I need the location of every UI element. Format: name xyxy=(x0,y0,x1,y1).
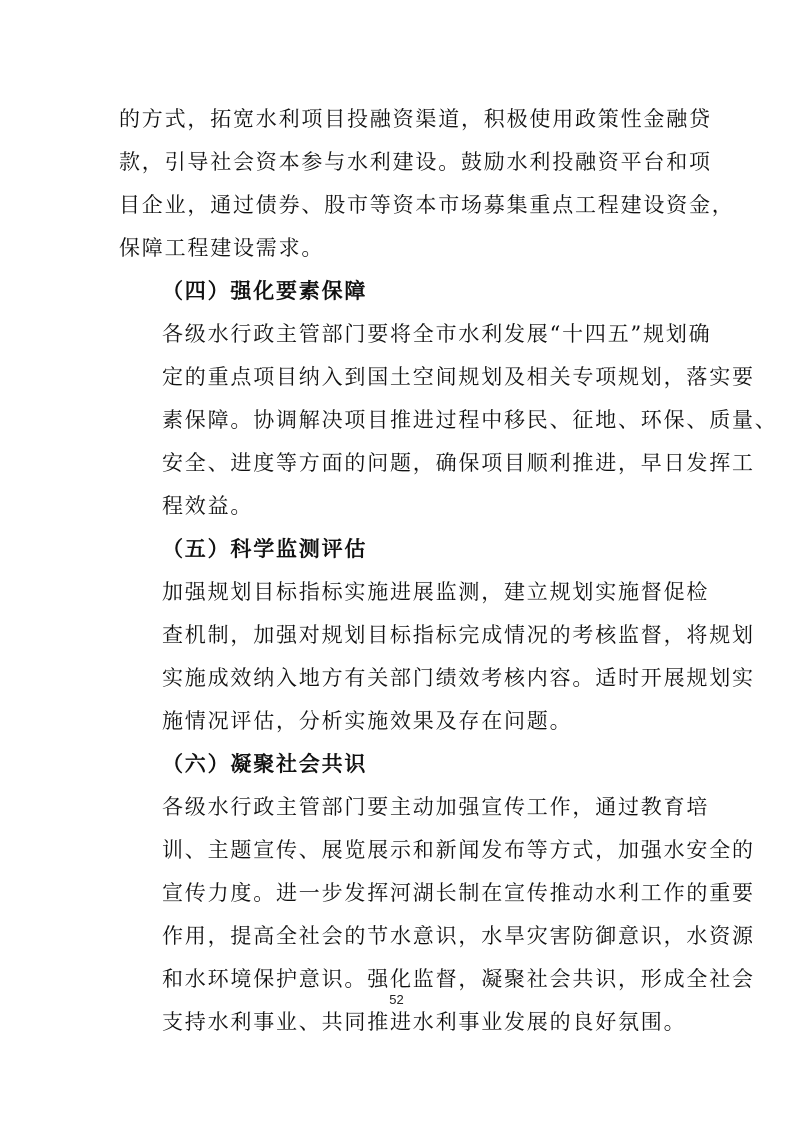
text-line: 保障工程建设需求。 xyxy=(119,236,325,260)
section-heading-monitoring: （五）科学监测评估 xyxy=(162,537,368,561)
document-body xyxy=(119,98,778,1044)
text-line: 加强规划目标指标实施进展监测，建立规划实施督促检 xyxy=(162,580,710,604)
text-line: 各级水行政主管部门要将全市水利发展“十四五”规划确 xyxy=(162,322,712,346)
text-line: 安全、进度等方面的问题，确保项目顺利推进，早日发挥工 xyxy=(162,451,755,475)
text-line: 支持水利事业、共同推进水利事业发展的良好氛围。 xyxy=(162,1010,687,1034)
text-line: 目企业，通过债券、股市等资本市场募集重点工程建设资金， xyxy=(119,193,735,217)
text-line: 查机制，加强对规划目标指标完成情况的考核监督，将规划 xyxy=(162,623,755,647)
paragraph-factor-guarantee xyxy=(119,313,778,528)
text-line: 和水环境保护意识。强化监督，凝聚社会共识，形成全社会 xyxy=(162,967,755,991)
section-heading-factor-guarantee: （四）强化要素保障 xyxy=(162,279,368,303)
text-line: 的方式，拓宽水利项目投融资渠道，积极使用政策性金融贷 xyxy=(119,107,712,131)
text-line: 施情况评估，分析实施效果及存在问题。 xyxy=(162,709,573,733)
text-line: 各级水行政主管部门要主动加强宣传工作，通过教育培 xyxy=(162,795,710,819)
page-number: 52 xyxy=(389,992,404,1007)
text-line: 实施成效纳入地方有关部门绩效考核内容。适时开展规划实 xyxy=(162,666,755,690)
paragraph-monitoring xyxy=(119,571,755,743)
text-line: 素保障。协调解决项目推进过程中移民、征地、环保、质量、 xyxy=(162,408,778,432)
text-line: 训、主题宣传、展览展示和新闻发布等方式，加强水安全的 xyxy=(162,838,755,862)
section-heading-consensus: （六）凝聚社会共识 xyxy=(162,752,368,776)
paragraph-financing xyxy=(119,98,735,270)
text-line: 款，引导社会资本参与水利建设。鼓励水利投融资平台和项 xyxy=(119,150,712,174)
text-line: 宣传力度。进一步发挥河湖长制在宣传推动水利工作的重要 xyxy=(162,881,755,905)
text-line: 作用，提高全社会的节水意识，水旱灾害防御意识，水资源 xyxy=(162,924,755,948)
text-line: 定的重点项目纳入到国土空间规划及相关专项规划，落实要 xyxy=(162,365,755,389)
text-line: 程效益。 xyxy=(162,494,254,518)
